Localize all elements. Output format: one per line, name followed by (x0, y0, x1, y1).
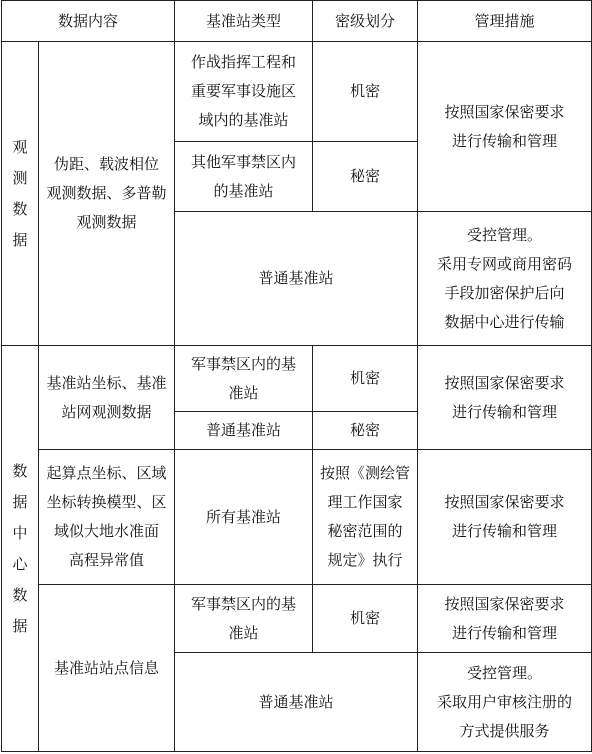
category-observation-data: 观 测 数 据 (2, 42, 39, 346)
table-row (2, 42, 592, 142)
table-row (2, 450, 592, 585)
station-type-cell: 所有基准站 (175, 450, 313, 585)
header-classification-level: 密级划分 (313, 1, 418, 42)
data-content-cell: 基准站坐标、基准 站网观测数据 (39, 346, 175, 450)
header-station-type: 基准站类型 (175, 1, 313, 42)
measures-cell: 按照国家保密要求 进行传输和管理 (418, 42, 592, 212)
data-content-cell: 起算点坐标、区域 坐标转换模型、区 域似大地水准面 高程异常值 (39, 450, 175, 585)
station-type-cell: 普通基准站 (175, 212, 418, 346)
header-data-content: 数据内容 (2, 1, 175, 42)
table-row (2, 346, 592, 412)
station-type-cell: 军事禁区内的基 准站 (175, 585, 313, 653)
classification-cell: 机密 (313, 585, 418, 653)
data-content-cell: 伪距、载波相位 观测数据、多普勒 观测数据 (39, 42, 175, 346)
measures-cell: 受控管理。 采用专网或商用密码 手段加密保护后向 数据中心进行传输 (418, 212, 592, 346)
classification-cell: 按照《测绘管 理工作国家 秘密范围的 规定》执行 (313, 450, 418, 585)
table-row (2, 585, 592, 653)
classification-cell: 机密 (313, 346, 418, 412)
station-type-cell: 军事禁区内的基 准站 (175, 346, 313, 412)
station-type-cell: 普通基准站 (175, 653, 418, 752)
station-type-cell: 普通基准站 (175, 412, 313, 450)
classification-cell: 秘密 (313, 142, 418, 212)
header-row (2, 1, 592, 42)
classification-cell: 机密 (313, 42, 418, 142)
data-classification-table (1, 0, 592, 752)
measures-cell: 按照国家保密要求 进行传输和管理 (418, 346, 592, 450)
header-management-measures: 管理措施 (418, 1, 592, 42)
classification-cell: 秘密 (313, 412, 418, 450)
category-data-center-data: 数 据 中 心 数 据 (2, 346, 39, 752)
measures-cell: 按照国家保密要求 进行传输和管理 (418, 450, 592, 585)
station-type-cell: 其他军事禁区内 的基准站 (175, 142, 313, 212)
measures-cell: 按照国家保密要求 进行传输和管理 (418, 585, 592, 653)
measures-cell: 受控管理。 采取用户审核注册的 方式提供服务 (418, 653, 592, 752)
data-content-cell: 基准站站点信息 (39, 585, 175, 752)
station-type-cell: 作战指挥工程和 重要军事设施区 域内的基准站 (175, 42, 313, 142)
